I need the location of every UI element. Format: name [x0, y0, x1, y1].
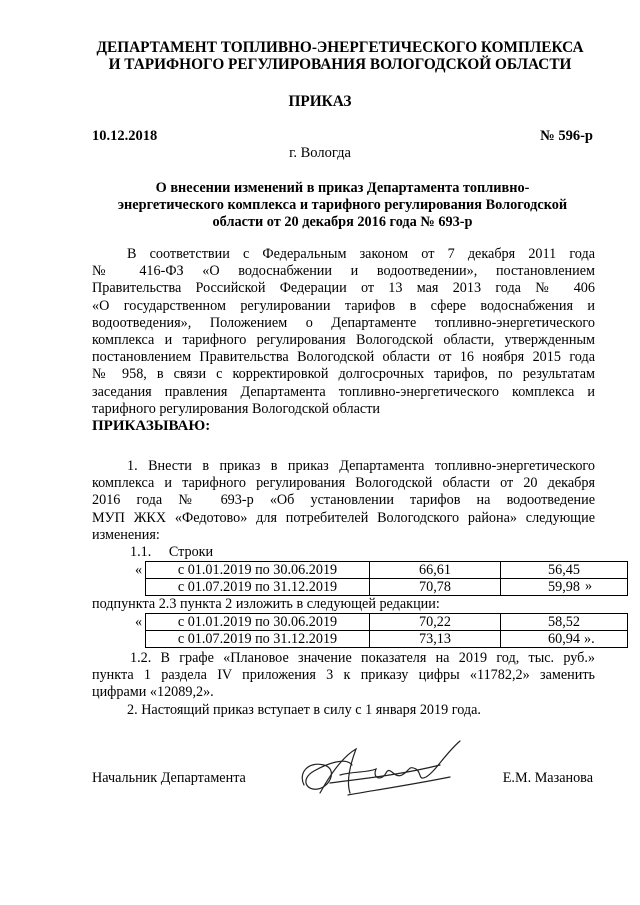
preamble-line: «О государственном регулировании тарифов в сфере водоснабжения и: [92, 297, 595, 314]
table-cell-value: 73,13: [370, 631, 501, 648]
table-row: [146, 562, 628, 579]
table-cell-period: с 01.07.2019 по 31.12.2019: [146, 579, 370, 596]
tariff-table-old: [145, 561, 628, 596]
item-1-line: 2016 года № 693-р «Об установлении тарифов на водоотведение: [92, 492, 595, 509]
replace-text: подпункта 2.3 пункта 2 изложить в следующей редакции:: [92, 596, 440, 612]
table-row: [146, 631, 628, 648]
sub-item-1-1-text: Строки: [168, 544, 214, 560]
signature-name: Е.М. Мазанова: [502, 770, 593, 786]
doc-city: г. Вологда: [289, 145, 351, 161]
doc-date: 10.12.2018: [92, 128, 158, 144]
sub-item-1-1-label: 1.1.: [130, 544, 152, 560]
table-cell-value: 58,52: [501, 614, 628, 631]
sub-item-1-2-line: цифрами «12089,2».: [92, 684, 214, 701]
item-1-line: комплекса и тарифного регулирования Вологодской области от 20 декабря: [92, 475, 595, 492]
table-cell-value: 59,98: [501, 579, 628, 596]
preamble-line: комплекса и тарифного регулирования Вологодской области, утвержденным: [92, 332, 595, 349]
subject-line-2: энергетического комплекса и тарифного регулирования Вологодской: [117, 197, 568, 213]
table-cell-period: с 01.01.2019 по 30.06.2019: [146, 614, 370, 631]
department-line-2: И ТАРИФНОГО РЕГУЛИРОВАНИЯ ВОЛОГОДСКОЙ ОБЛАСТИ: [108, 56, 572, 73]
handwritten-signature: [290, 735, 470, 805]
open-quote: «: [135, 614, 143, 630]
sub-item-1-2-line: 1.2. В графе «Плановое значение показателя на 2019 год, тыс. руб.»: [130, 650, 595, 666]
item-1-line: изменения:: [92, 526, 160, 543]
close-quote: ».: [584, 631, 595, 647]
preamble-line: № 958, в связи с корректировкой долгосрочных тарифов, по результатам: [92, 366, 595, 383]
preamble-line: № 416-ФЗ «О водоснабжении и водоотведении», постановлением: [92, 263, 595, 280]
table-row: [146, 614, 628, 631]
table-cell-value: 70,22: [370, 614, 501, 631]
signature-title: Начальник Департамента: [92, 770, 246, 786]
table-row: [146, 579, 628, 596]
table-cell-value: 66,61: [370, 562, 501, 579]
subject-line-3: области от 20 декабря 2016 года № 693-р: [212, 214, 473, 230]
sub-item-1-2-line: пункта 1 раздела IV приложения 3 к приказу цифры «11782,2» заменить: [92, 667, 595, 684]
department-name: [60, 39, 620, 73]
sub-item-1-1: [130, 544, 213, 561]
preamble-line: заседания правления Департамента топливно-энергетического комплекса и: [92, 383, 595, 400]
preamble-line: водоотведения», Положением о Департаменте топливно-энергетического: [92, 314, 595, 331]
item-1-line: МУП ЖКХ «Федотово» для потребителей Вологодского района» следующие: [92, 509, 595, 526]
preamble-line: В соответствии с Федеральным законом от 7 декабря 2011 года: [127, 246, 595, 262]
close-quote: »: [585, 578, 593, 594]
doc-number: № 596-р: [540, 128, 593, 144]
open-quote: «: [135, 562, 143, 578]
sub-item-1-2: [92, 650, 595, 702]
doc-subject: [90, 180, 595, 231]
table-cell-value: 70,78: [370, 579, 501, 596]
department-line-1: ДЕПАРТАМЕНТ ТОПЛИВНО-ЭНЕРГЕТИЧЕСКОГО КОМПЛЕКСА: [96, 39, 584, 56]
preamble-line: Правительства Российской Федерации от 13 мая 2013 года № 406: [92, 280, 595, 297]
subject-line-1: О внесении изменений в приказ Департамента топливно-: [155, 180, 530, 196]
item-2: 2. Настоящий приказ вступает в силу с 1 января 2019 года.: [127, 702, 481, 718]
item-1: [92, 458, 595, 544]
item-1-line: 1. Внести в приказ в приказ Департамента топливно-энергетического: [127, 458, 595, 474]
table-cell-period: с 01.01.2019 по 30.06.2019: [146, 562, 370, 579]
doc-type: ПРИКАЗ: [288, 93, 352, 110]
table-cell-value: 60,94: [501, 631, 628, 648]
preamble: [92, 246, 595, 435]
tariff-table-new: [145, 613, 628, 648]
table-cell-period: с 01.07.2019 по 31.12.2019: [146, 631, 370, 648]
table-cell-value: 56,45: [501, 562, 628, 579]
preamble-line: постановлением Правительства Вологодской области от 16 ноября 2015 года: [92, 349, 595, 366]
preamble-line: тарифного регулирования Вологодской области: [92, 400, 380, 417]
order-word: ПРИКАЗЫВАЮ:: [92, 418, 211, 435]
